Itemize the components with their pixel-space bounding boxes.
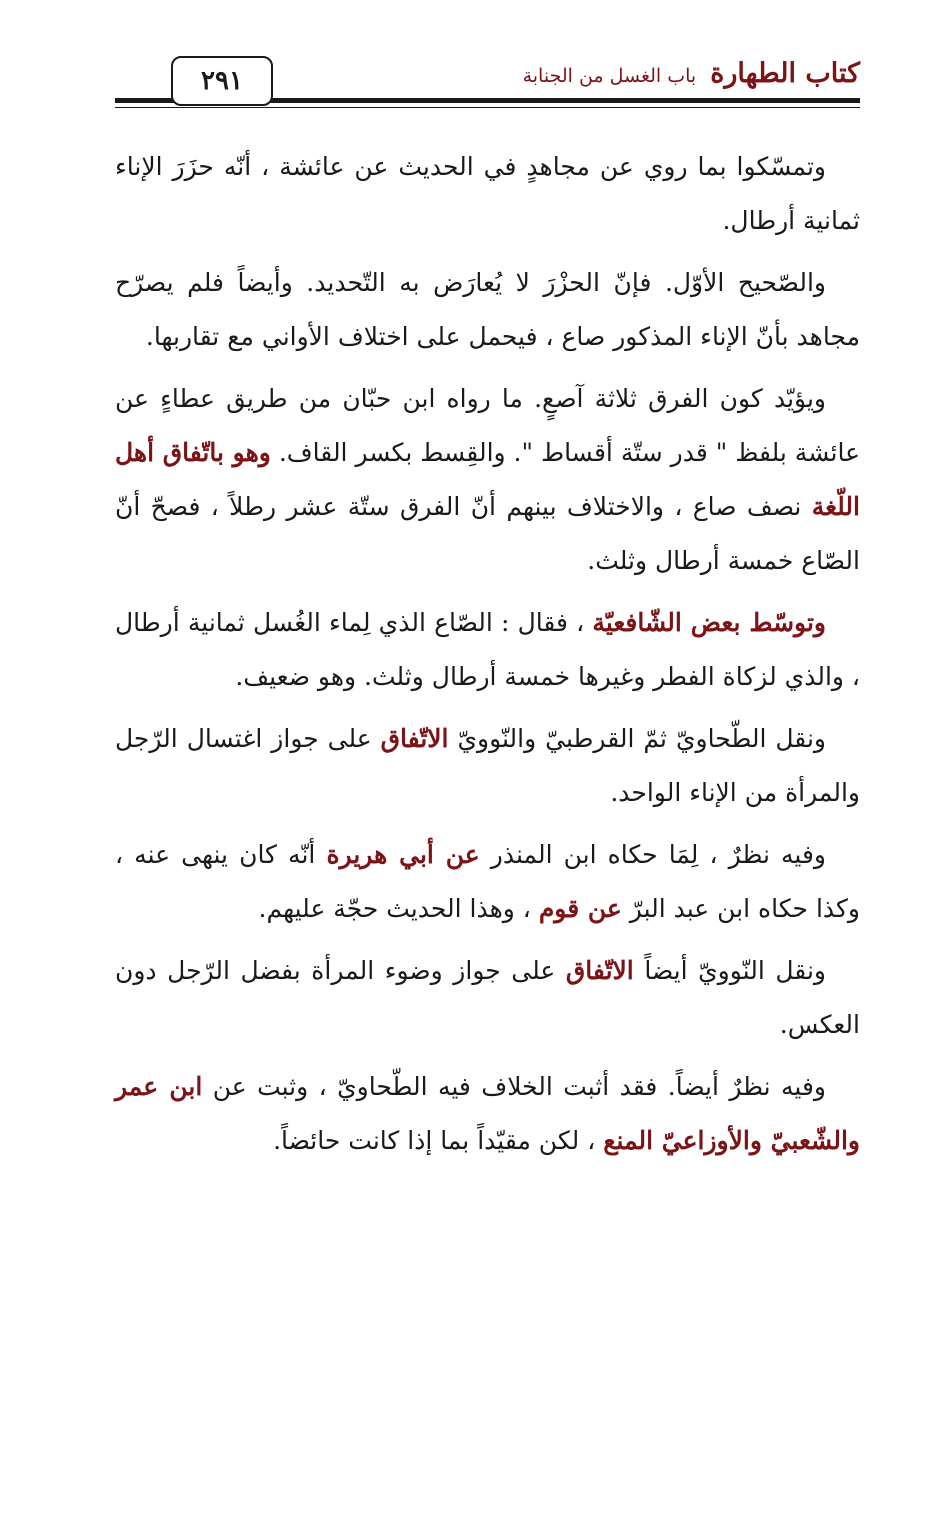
highlighted-phrase: عن أبي هريرة (326, 840, 480, 869)
highlighted-phrase: الاتّفاق (380, 724, 449, 753)
paragraph (115, 944, 860, 1052)
text-segment: وفيه نظرٌ ، لِمَا حكاه ابن المنذر (479, 840, 826, 869)
text-segment: أنّه كان ينهى عنه ، وكذا حكاه ابن عبد البرّ (115, 840, 860, 923)
text-segment: ، فقال : الصّاع الذي لِماء الغُسل ثمانية أرطال ، والذي لزكاة الفطر وغيرها خمسة أرطال وثلث. وهو ضعيف. (115, 608, 860, 691)
paragraph (115, 372, 860, 588)
highlighted-phrase: ابن عمر والشّعبيّ والأوزاعيّ المنع (115, 1072, 860, 1155)
page-header (115, 52, 860, 112)
text-segment: والصّحيح الأوّل. فإنّ الحزْرَ لا يُعارَض به التّحديد. وأيضاً فلم يصرّح مجاهد بأنّ الإناء المذكور صاع ، فيحمل على اختلاف الأواني مع تقاربها. (115, 268, 860, 351)
text-segment: على جواز وضوء المرأة بفضل الرّجل دون العكس. (115, 956, 860, 1039)
text-segment: وفيه نظرٌ أيضاً. فقد أثبت الخلاف فيه الطّحاويّ ، وثبت عن (202, 1072, 826, 1101)
highlighted-phrase: وتوسّط بعض الشّافعيّة (592, 608, 826, 637)
paragraph (115, 596, 860, 704)
page-number: ٢٩١ (201, 66, 243, 96)
page-number-box (171, 56, 273, 106)
highlighted-phrase: الاتّفاق (565, 956, 634, 985)
page-body (115, 140, 860, 1176)
paragraph (115, 256, 860, 364)
text-segment: وتمسّكوا بما روي عن مجاهدٍ في الحديث عن عائشة ، أنّه حزَرَ الإناء ثمانية أرطال. (115, 152, 860, 235)
text-segment: ونقل النّوويّ أيضاً (633, 956, 826, 985)
highlighted-phrase: وهو باتّفاق أهل اللّغة (115, 438, 860, 521)
text-segment: ، وهذا الحديث حجّة عليهم. (258, 894, 539, 923)
text-segment: ويؤيّد كون الفرق ثلاثة آصعٍ. ما رواه ابن حبّان من طريق عطاءٍ عن عائشة بلفظ " قدر ستّة أقساط ". والقِسط بكسر القاف. (115, 384, 860, 467)
header-rule-thin (115, 107, 860, 108)
text-segment: ونقل الطّحاويّ ثمّ القرطبيّ والنّوويّ (448, 724, 826, 753)
paragraph (115, 712, 860, 820)
text-segment: نصف صاع ، والاختلاف بينهم أنّ الفرق ستّة عشر رطلاً ، فصحّ أنّ الصّاع خمسة أرطال وثلث. (115, 492, 860, 575)
running-title (523, 58, 860, 89)
text-segment: ، لكن مقيّداً بما إذا كانت حائضاً. (273, 1126, 604, 1155)
paragraph (115, 828, 860, 936)
highlighted-phrase: عن قوم (538, 894, 622, 923)
book-title: كتاب الطهارة (710, 58, 860, 89)
paragraph (115, 140, 860, 248)
text-segment: على جواز اغتسال الرّجل والمرأة من الإناء الواحد. (115, 724, 860, 807)
chapter-title: باب الغسل من الجنابة (522, 65, 697, 87)
paragraph (115, 1060, 860, 1168)
